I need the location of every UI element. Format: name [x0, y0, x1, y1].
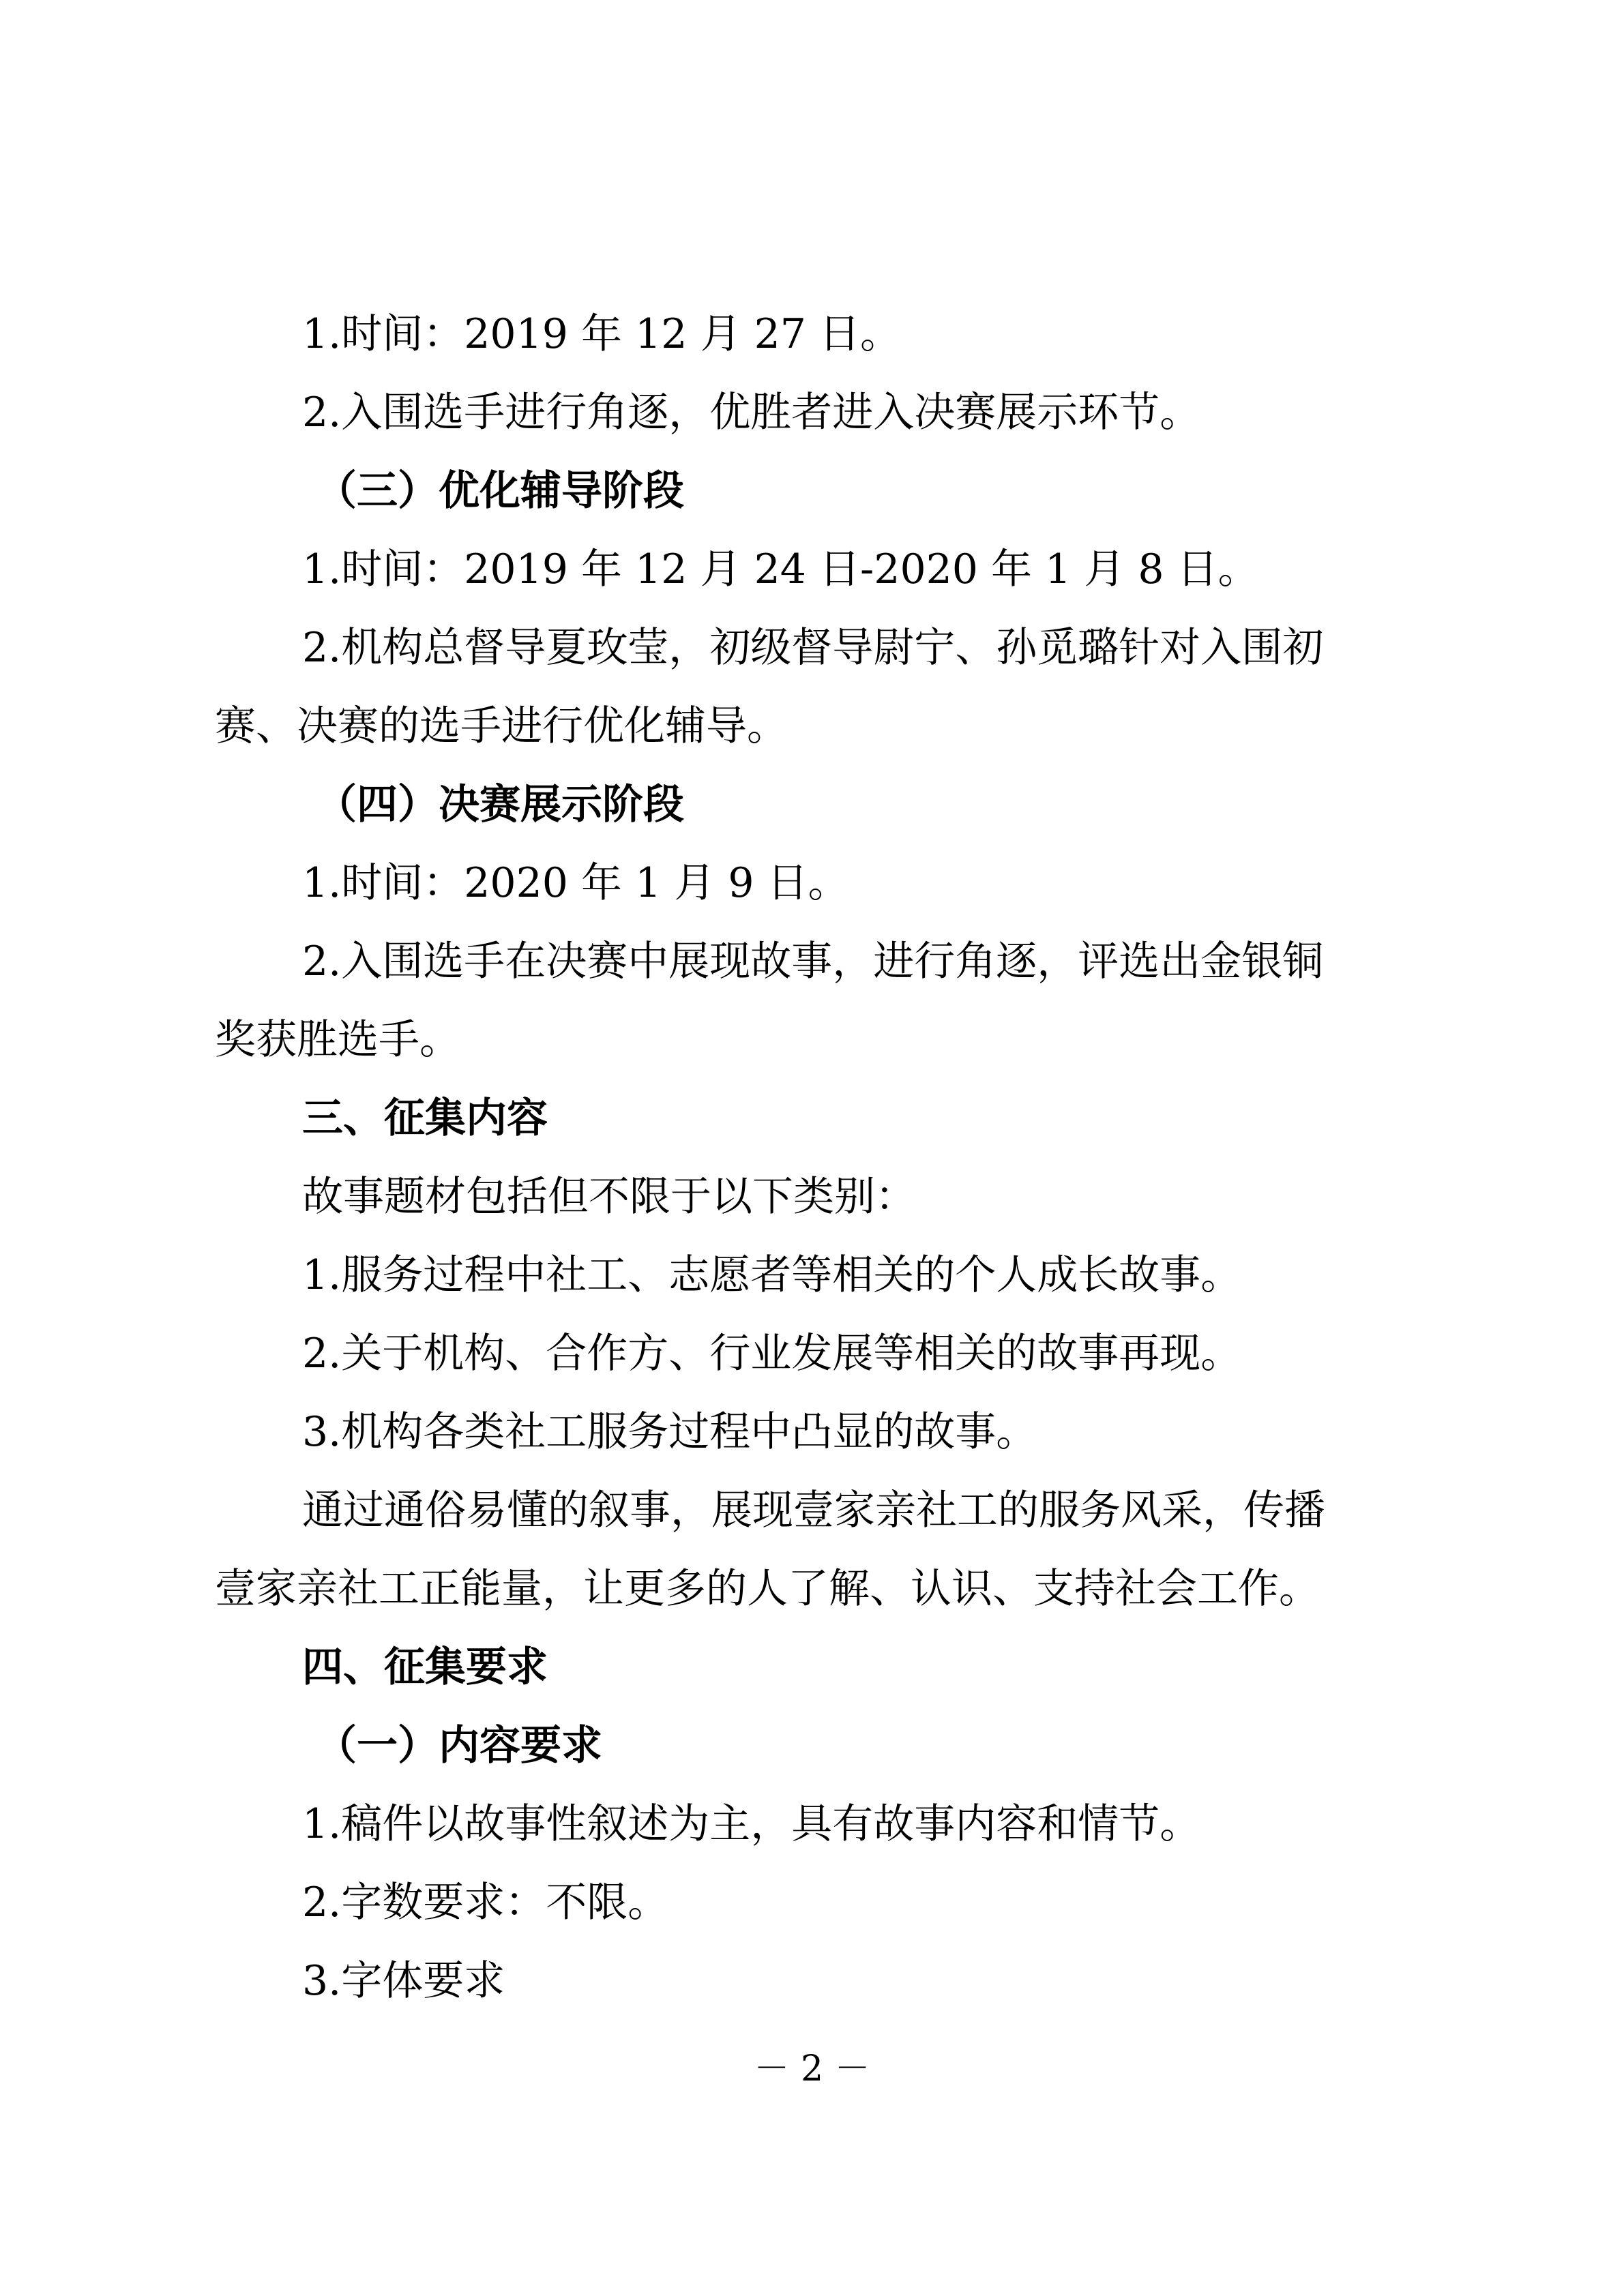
subheading-final-stage: （四）决赛展示阶段: [316, 781, 684, 829]
paragraph-purpose: 通过通俗易懂的叙事，展现壹家亲社工的服务风采，传播: [302, 1487, 1325, 1534]
page-number: － 2 －: [754, 2048, 870, 2089]
list-item-requirement-2: 2.字数要求：不限。: [302, 1879, 669, 1926]
paragraph-time-1: 1.时间：2019 年 12 月 27 日。: [302, 310, 901, 358]
paragraph-time-2: 1.时间：2019 年 12 月 24 日-2020 年 1 月 8 日。: [302, 546, 1259, 593]
paragraph-supervisors-cont: 赛、决赛的选手进行优化辅导。: [215, 702, 788, 750]
subheading-optimization-stage: （三）优化辅导阶段: [316, 467, 684, 515]
paragraph-final-contest-cont: 奖获胜选手。: [215, 1016, 460, 1064]
subheading-content-requirements: （一）内容要求: [316, 1722, 602, 1770]
list-item-category-3: 3.机构各类社工服务过程中凸显的故事。: [302, 1408, 1037, 1456]
list-item-requirement-1: 1.稿件以故事性叙述为主，具有故事内容和情节。: [302, 1800, 1201, 1848]
list-item-requirement-3: 3.字体要求: [302, 1957, 505, 2005]
paragraph-categories-intro: 故事题材包括但不限于以下类别：: [302, 1173, 916, 1221]
section-heading-content: 三、征集内容: [302, 1094, 548, 1142]
paragraph-purpose-cont: 壹家亲社工正能量，让更多的人了解、认识、支持社会工作。: [215, 1565, 1320, 1613]
paragraph-finalists-compete: 2.入围选手进行角逐，优胜者进入决赛展示环节。: [302, 389, 1201, 436]
paragraph-final-contest: 2.入围选手在决赛中展现故事，进行角逐，评选出金银铜: [302, 938, 1324, 985]
paragraph-time-3: 1.时间：2020 年 1 月 9 日。: [302, 859, 849, 907]
paragraph-supervisors: 2.机构总督导夏玫莹，初级督导尉宁、孙觅璐针对入围初: [302, 624, 1324, 672]
section-heading-requirements: 四、征集要求: [302, 1643, 548, 1691]
list-item-category-1: 1.服务过程中社工、志愿者等相关的个人成长故事。: [302, 1251, 1242, 1299]
list-item-category-2: 2.关于机构、合作方、行业发展等相关的故事再现。: [302, 1330, 1242, 1377]
